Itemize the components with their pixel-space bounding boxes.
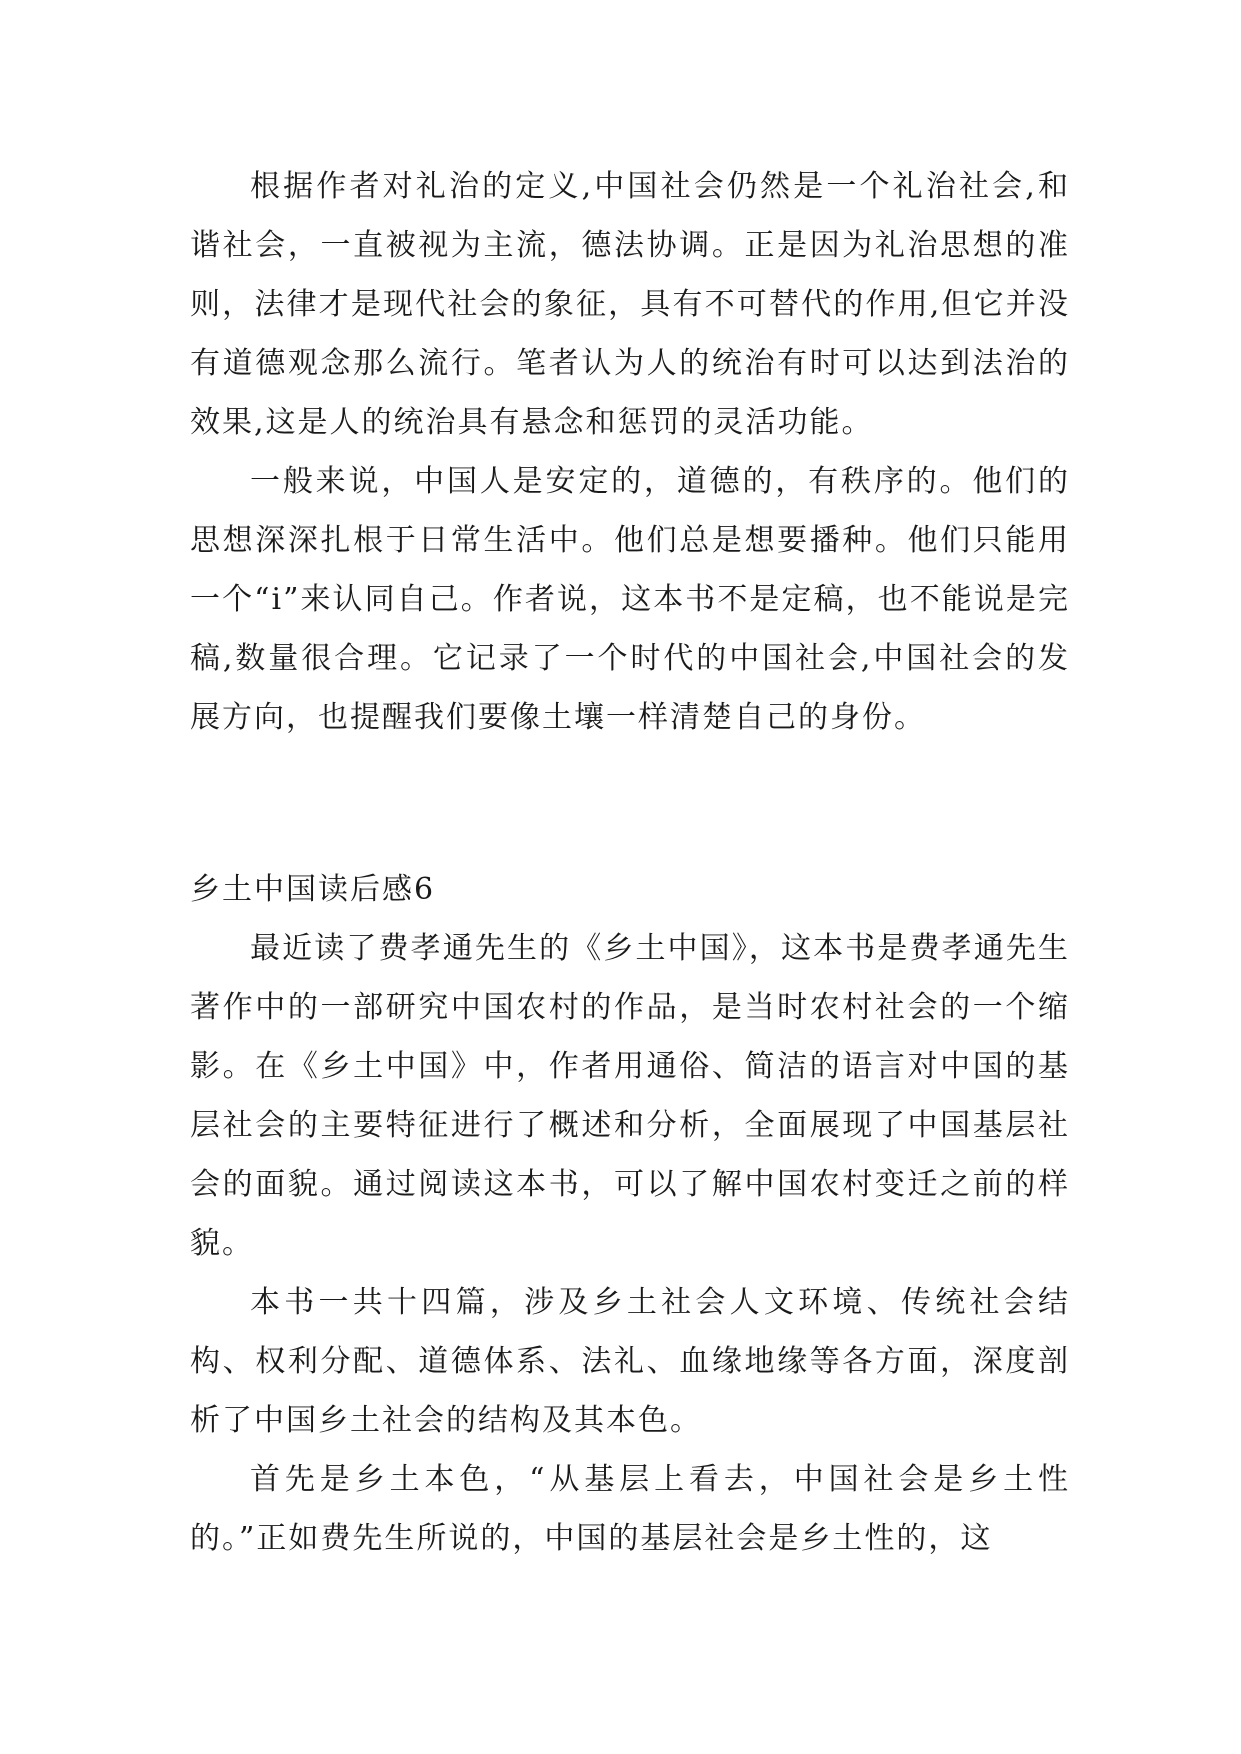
essay-continuation	[190, 157, 1070, 747]
paragraph-intro: 最近读了费孝通先生的《乡土中国》，这本书是费孝通先生著作中的一部研究中国农村的作品，是当时农村社会的一个缩影。在《乡土中国》中，作者用通俗、简洁的语言对中国的基层社会的主要特征进行了概述和分析，全面展现了中国基层社会的面貌。通过阅读这本书，可以了解中国农村变迁之前的样貌。	[190, 931, 1070, 1261]
paragraph-structure: 本书一共十四篇，涉及乡土社会人文环境、传统社会结构、权利分配、道德体系、法礼、血缘地缘等各方面，深度剖析了中国乡土社会的结构及其本色。	[190, 1285, 1070, 1438]
paragraph-rural-nature: 首先是乡土本色，“从基层上看去，中国社会是乡土性的。”正如费先生所说的，中国的基层社会是乡土性的，这	[190, 1462, 1070, 1556]
essay-section-6	[190, 860, 1070, 1568]
paragraph-rule-of-rites: 根据作者对礼治的定义,中国社会仍然是一个礼治社会,和谐社会，一直被视为主流，德法协调。正是因为礼治思想的准则，法律才是现代社会的象征，具有不可替代的作用,但它并没有道德观念那么流行。笔者认为人的统治有时可以达到法治的效果,这是人的统治具有悬念和惩罚的灵活功能。	[190, 169, 1070, 440]
paragraph-chinese-identity: 一般来说，中国人是安定的，道德的，有秩序的。他们的思想深深扎根于日常生活中。他们总是想要播种。他们只能用一个“i”来认同自己。作者说，这本书不是定稿，也不能说是完稿,数量很合理。它记录了一个时代的中国社会,中国社会的发展方向，也提醒我们要像土壤一样清楚自己的身份。	[190, 464, 1070, 735]
section-title: 乡土中国读后感6	[190, 872, 436, 907]
